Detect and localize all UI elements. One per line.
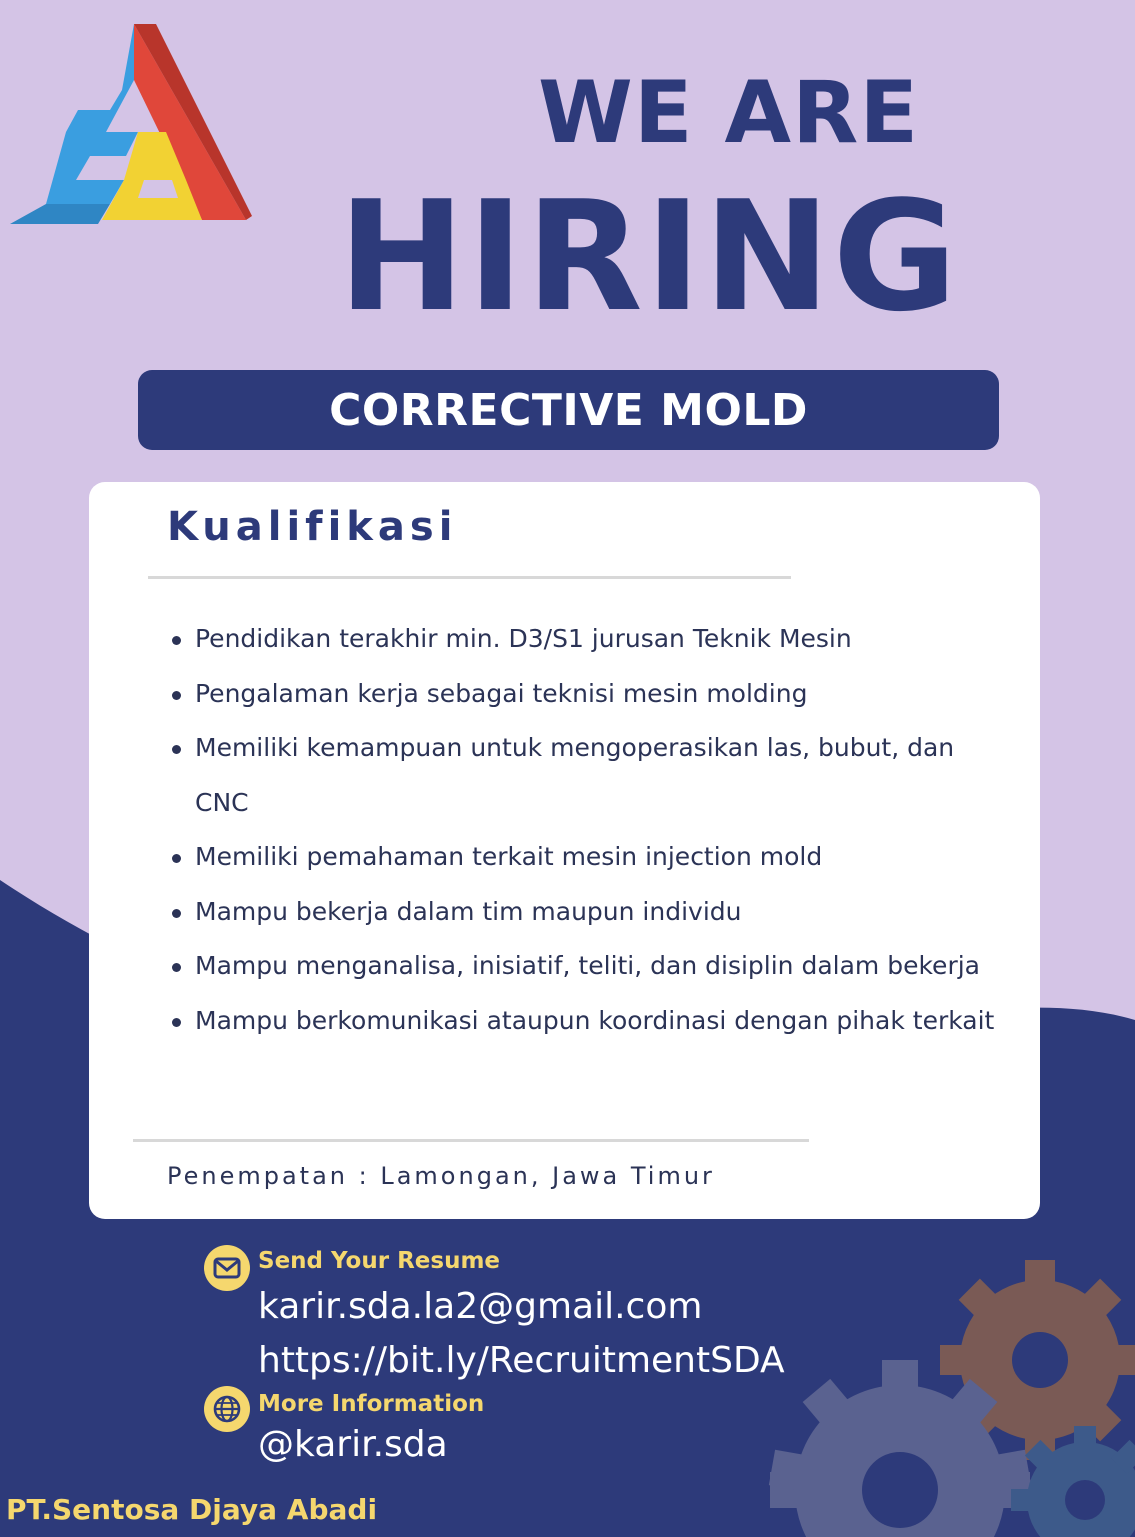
headline-we-are: WE ARE — [538, 63, 920, 163]
placement-location: Penempatan : Lamongan, Jawa Timur — [167, 1162, 715, 1190]
list-item: Mampu bekerja dalam tim maupun individu — [169, 885, 1029, 940]
qualifications-list — [169, 612, 1029, 1048]
more-information-label: More Information — [258, 1391, 485, 1417]
contact-email[interactable]: karir.sda.la2@gmail.com — [258, 1286, 703, 1327]
recruitment-link[interactable]: https://bit.ly/RecruitmentSDA — [258, 1340, 785, 1381]
list-item: Pendidikan terakhir min. D3/S1 jurusan Teknik Mesin — [169, 612, 1029, 667]
list-item: Memiliki pemahaman terkait mesin injection mold — [169, 830, 1029, 885]
company-logo — [6, 20, 252, 230]
list-item: Memiliki kemampuan untuk mengoperasikan las, bubut, dan CNC — [169, 721, 985, 830]
headline-hiring: HIRING — [338, 168, 960, 345]
divider — [133, 1139, 809, 1142]
list-item: Mampu menganalisa, inisiatif, teliti, dan disiplin dalam bekerja — [169, 939, 1029, 994]
position-banner — [138, 370, 999, 450]
list-item: Mampu berkomunikasi ataupun koordinasi dengan pihak terkait — [169, 994, 1029, 1049]
send-resume-label: Send Your Resume — [258, 1248, 501, 1274]
globe-icon — [204, 1386, 250, 1432]
qualifications-card — [89, 482, 1040, 1219]
mail-icon — [204, 1245, 250, 1291]
divider — [148, 576, 791, 579]
social-handle[interactable]: @karir.sda — [258, 1424, 448, 1465]
position-title: CORRECTIVE MOLD — [329, 384, 808, 436]
qualifications-heading: Kualifikasi — [167, 504, 458, 550]
company-name: PT.Sentosa Djaya Abadi — [6, 1493, 378, 1526]
list-item: Pengalaman kerja sebagai teknisi mesin molding — [169, 667, 1029, 722]
